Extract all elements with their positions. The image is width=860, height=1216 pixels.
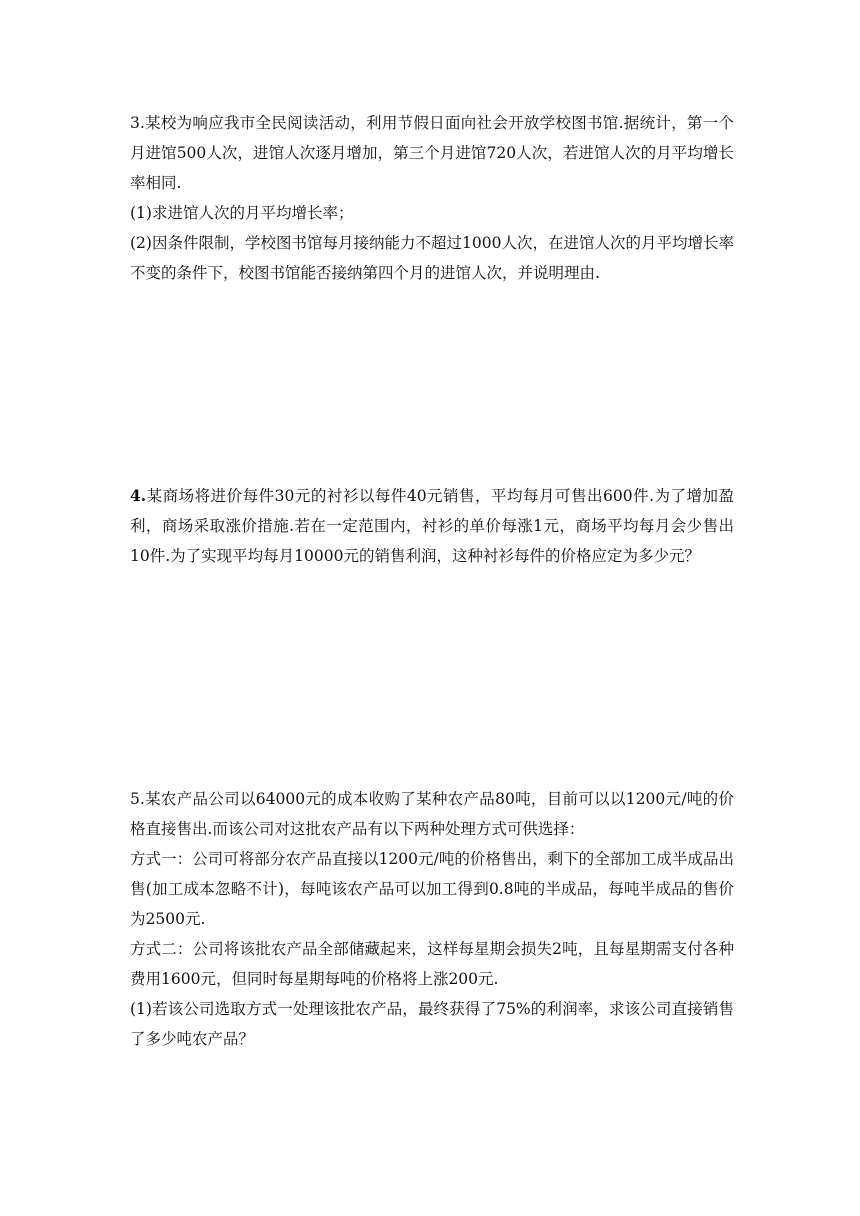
problem-4 <box>130 481 734 571</box>
problem-5-stem: 5.某农产品公司以64000元的成本收购了某种农产品80吨，目前可以以1200元/吨的价格直接售出.而该公司对这批农产品有以下两种处理方式可供选择： <box>130 790 734 838</box>
problem-3-part-2: (2)因条件限制，学校图书馆每月接纳能力不超过1000人次，在进馆人次的月平均增长率不变的条件下，校图书馆能否接纳第四个月的进馆人次，并说明理由. <box>130 234 734 282</box>
problem-4-number: 4. <box>130 486 147 505</box>
problem-5-part-1: (1)若该公司选取方式一处理该批农产品，最终获得了75%的利润率，求该公司直接销售了多少吨农产品？ <box>130 1000 734 1048</box>
problem-3-stem: 3.某校为响应我市全民阅读活动，利用节假日面向社会开放学校图书馆.据统计，第一个月进馆500人次，进馆人次逐月增加，第三个月进馆720人次，若进馆人次的月平均增长率相同. <box>130 114 734 192</box>
problem-5 <box>130 784 734 1054</box>
problem-4-stem <box>130 481 734 571</box>
problem-3 <box>130 108 734 288</box>
problem-5-option-1: 方式一：公司可将部分农产品直接以1200元/吨的价格售出，剩下的全部加工成半成品出售(加工成本忽略不计)，每吨该农产品可以加工得到0.8吨的半成品，每吨半成品的售价为2500元. <box>130 850 734 928</box>
problem-5-option-2: 方式二：公司将该批农产品全部储藏起来，这样每星期会损失2吨，且每星期需支付各种费用1600元，但同时每星期每吨的价格将上涨200元. <box>130 940 734 988</box>
problem-4-text: 某商场将进价每件30元的衬衫以每件40元销售，平均每月可售出600件.为了增加盈利，商场采取涨价措施.若在一定范围内，衬衫的单价每涨1元，商场平均每月会少售出10件.为了实现平均每月10000元的销售利润，这种衬衫每件的价格应定为多少元？ <box>130 487 734 565</box>
problem-3-part-1: (1)求进馆人次的月平均增长率； <box>130 204 354 222</box>
